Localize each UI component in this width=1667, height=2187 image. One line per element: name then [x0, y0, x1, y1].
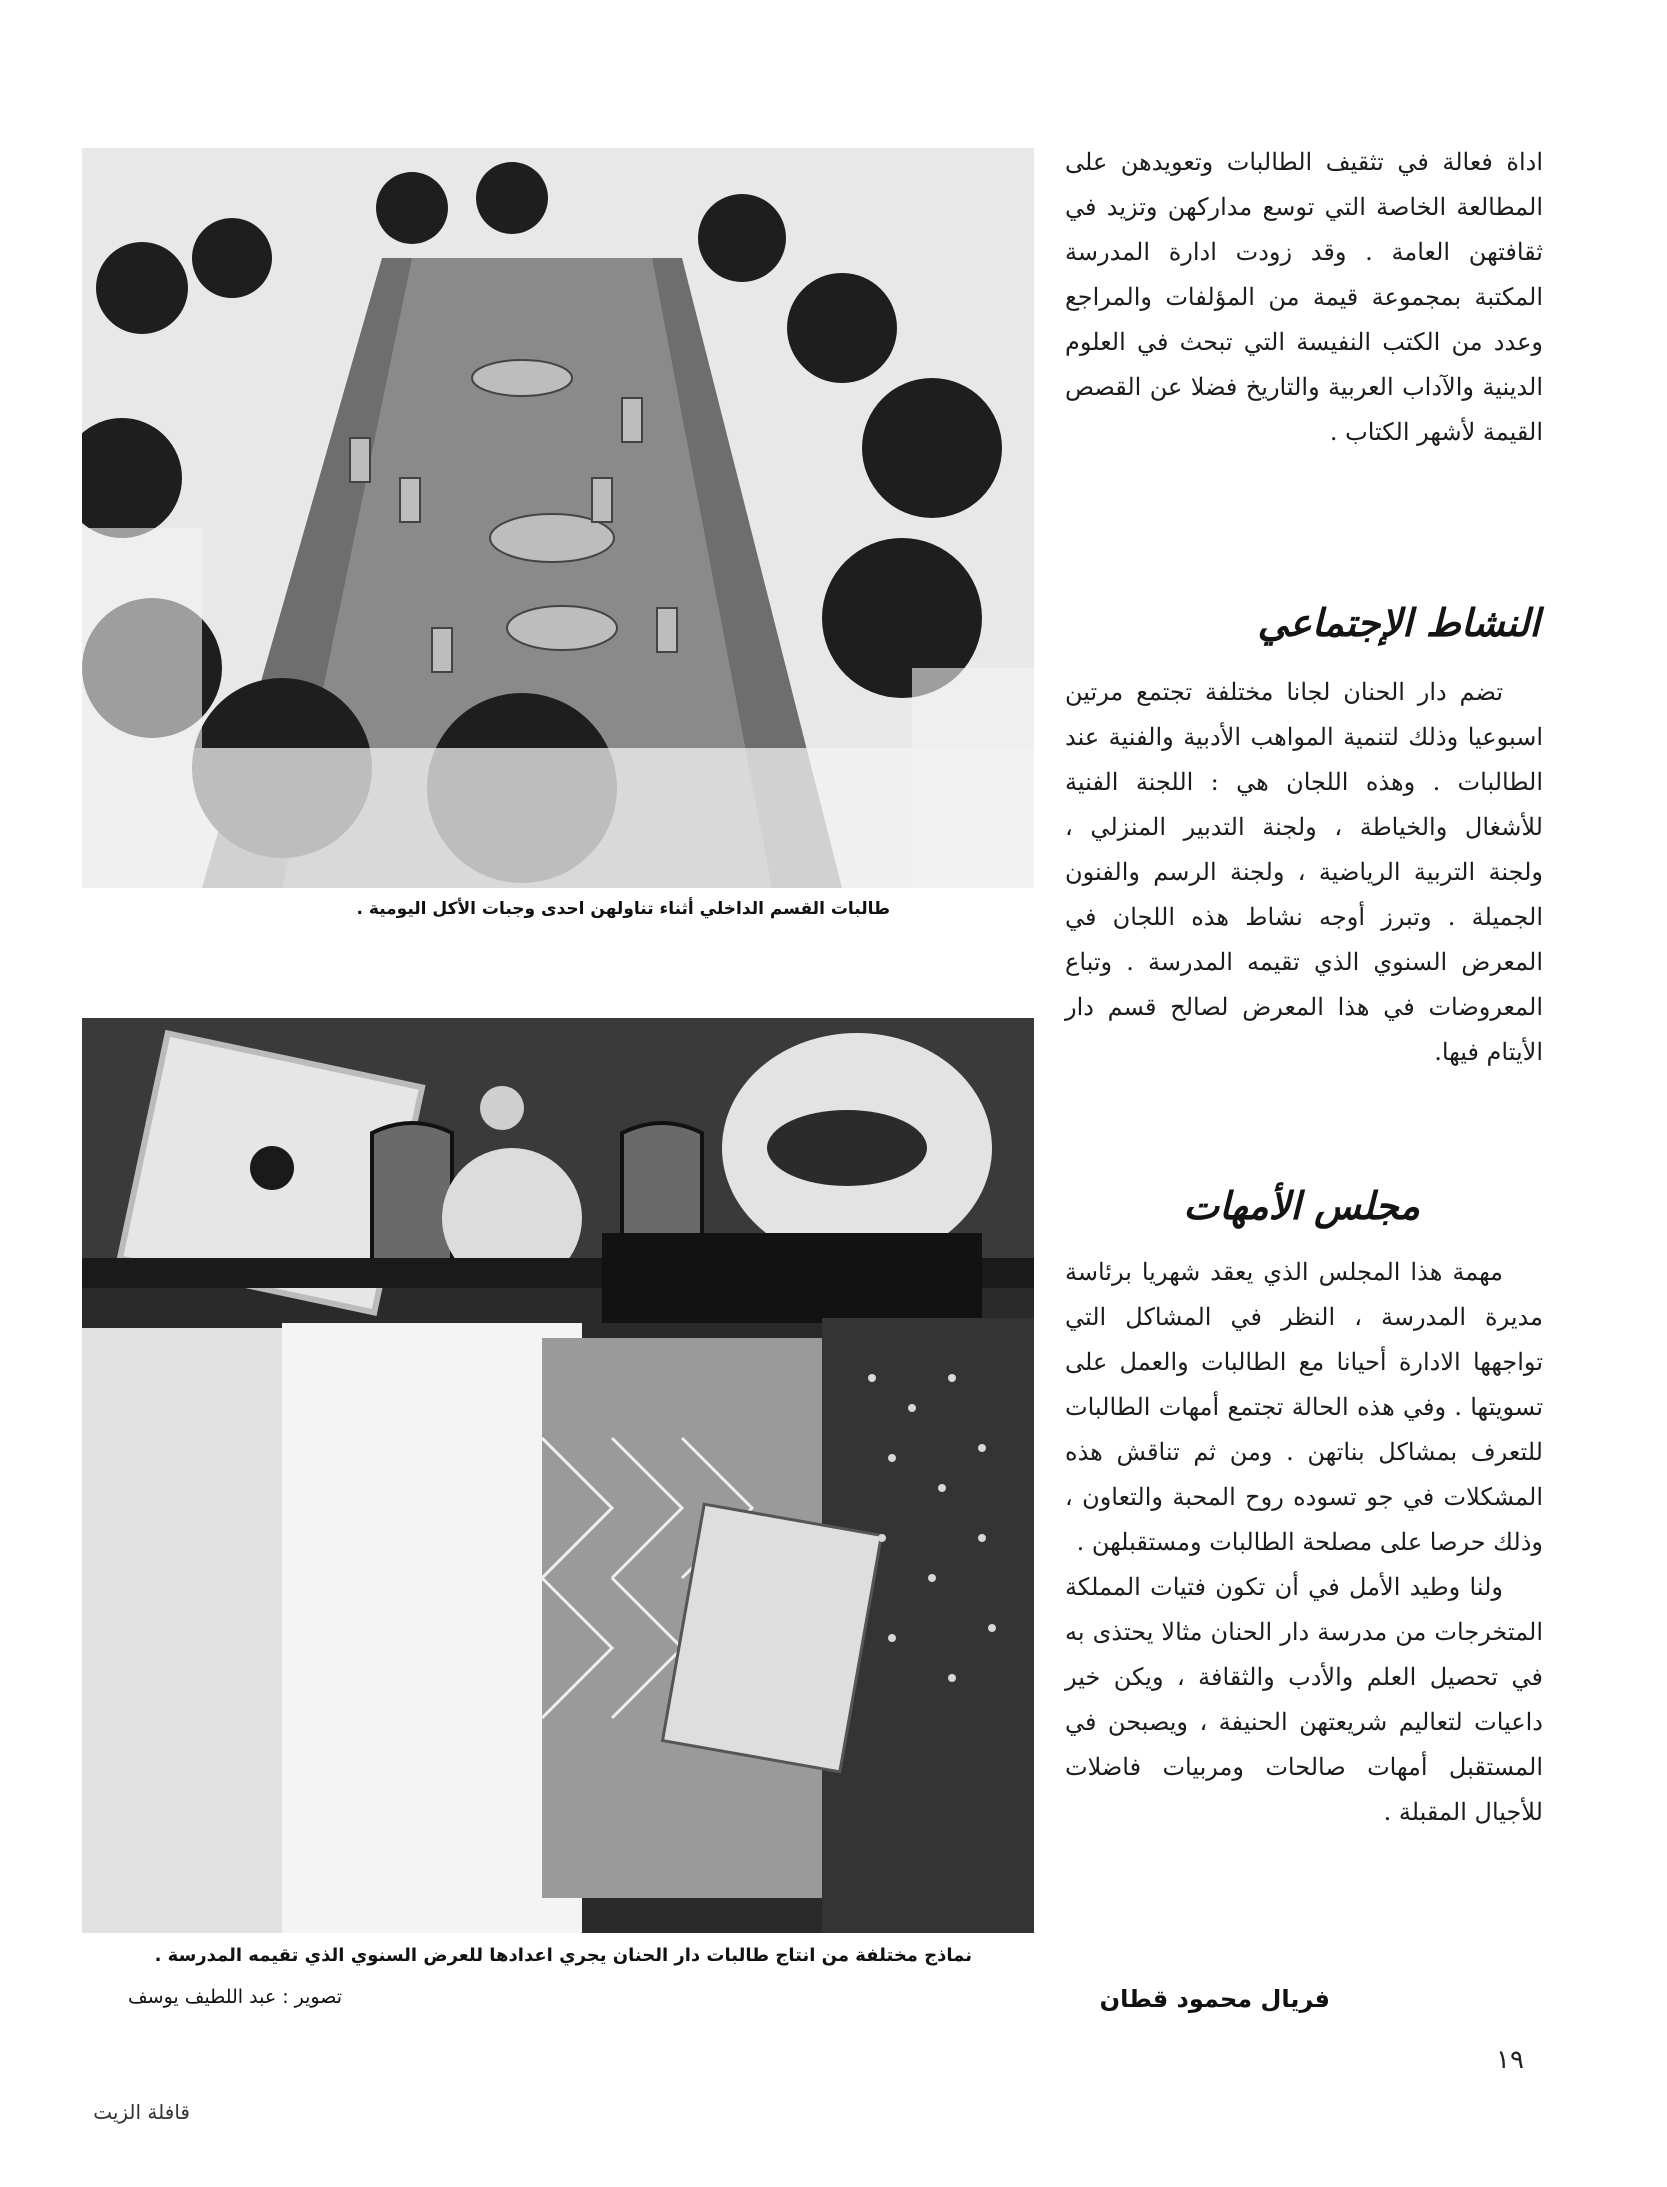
photo-handicraft-exhibits-icon [82, 1018, 1034, 1933]
social-activity-text: تضم دار الحنان لجانا مختلفة تجتمع مرتين اسبوعيا وذلك لتنمية المواهب الأدبية والفنية عند الطالبات . وهذه اللجان هي : اللجنة الفنية للأشغال والخياطة ، ولجنة التدبير المنزلي ، ولجنة التربية الرياضية ، ولجنة الرسم والفنون الجميلة . وتبرز أوجه نشاط هذه اللجان في المعرض السنوي الذي تقيمه المدرسة . وتباع المعروضات في هذا المعرض لصالح قسم دار الأيتام فيها. [1065, 678, 1543, 1066]
section-heading-mothers-council: مجلس الأمهات [1183, 1183, 1420, 1228]
mothers-council-paragraphs [1065, 1250, 1543, 1990]
page-number: ١٩ [1496, 2045, 1524, 2075]
photo-dining-students-icon [82, 148, 1034, 888]
photo-credit: تصوير : عبد اللطيف يوسف [128, 1986, 342, 2008]
photo-handicraft-exhibits [82, 1018, 1034, 1933]
author-name: فريال محمود قطان [1099, 1985, 1330, 2013]
mothers-council-text-2: ولنا وطيد الأمل في أن تكون فتيات المملكة المتخرجات من مدرسة دار الحنان مثالا يحتذى به في تحصيل العلم والأدب والثقافة ، ويكن خير داعيات لتعاليم شريعتهن الحنيفة ، ويصبحن في المستقبل أمهات صالحات ومربيات فاضلات للأجيال المقبلة . [1065, 1573, 1543, 1826]
photo-caption-top: طالبات القسم الداخلي أثناء تناولهن احدى وجبات الأكل اليومية . [356, 899, 890, 919]
social-activity-paragraph [1065, 670, 1543, 1120]
section-heading-social-activity: النشاط الإجتماعي [1257, 600, 1540, 645]
photo-caption-bottom: نماذج مختلفة من انتاج طالبات دار الحنان يجري اعدادها للعرض السنوي الذي تقيمه المدرسة . [154, 1945, 972, 1966]
intro-paragraph [1065, 140, 1543, 530]
intro-text: اداة فعالة في تثقيف الطالبات وتعويدهن على المطالعة الخاصة التي توسع مداركهن وتزيد في ثقافتهن العامة . وقد زودت ادارة المدرسة المكتبة بمجموعة قيمة من المؤلفات والمراجع وعدد من الكتب النفيسة التي تبحث في العلوم الدينية والآداب العربية والتاريخ فضلا عن القصص القيمة لأشهر الكتاب . [1065, 148, 1544, 446]
mothers-council-text-1: مهمة هذا المجلس الذي يعقد شهريا برئاسة مديرة المدرسة ، النظر في المشاكل التي تواجهها الادارة أحيانا مع الطالبات والعمل على تسويتها . وفي هذه الحالة تجتمع أمهات الطالبات للتعرف بمشاكل بناتهن . ومن ثم تناقش هذه المشكلات في جو تسوده روح المحبة والتعاون ، وذلك حرصا على مصلحة الطالبات ومستقبلهن . [1065, 1258, 1543, 1556]
photo-dining-students [82, 148, 1034, 888]
magazine-name: قافلة الزيت [93, 2100, 190, 2124]
